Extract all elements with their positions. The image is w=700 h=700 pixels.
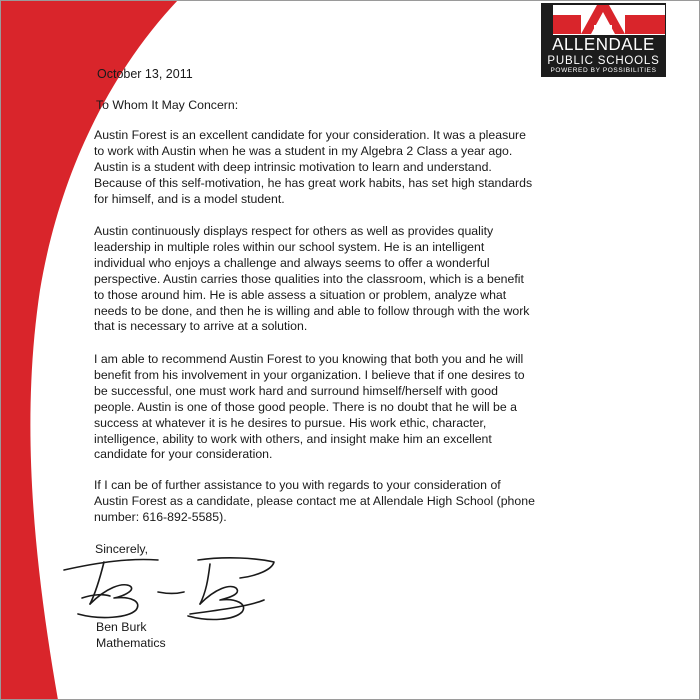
paragraph-line: leadership in multiple roles within our school system. He is an intelligent	[94, 239, 485, 254]
paragraph-line: to work with Austin when he was a student in my Algebra 2 Class a year ago.	[94, 143, 513, 158]
paragraph-line: to those around him. He is able assess a situation or problem, analyze what	[94, 287, 507, 302]
paragraph-line: for himself, and is a model student.	[94, 191, 285, 206]
paragraph-line: number: 616-892-5585).	[94, 509, 227, 524]
paragraph-line: success at whatever it is he desires to pursue. His work ethic, character,	[94, 415, 487, 430]
letter-closing: Sincerely,	[95, 542, 149, 556]
logo-name: ALLENDALE	[552, 34, 655, 55]
paragraph-line: be successful, one must work hard and surround himself/herself with good	[94, 383, 498, 398]
paragraph-line: Austin continuously displays respect for others as well as provides quality	[94, 224, 494, 238]
paragraph-2	[94, 224, 529, 335]
paragraph-line: perspective. Austin carries those qualities into the classroom, which is a benefit	[94, 271, 524, 286]
logo-tagline: POWERED BY POSSIBILITIES	[550, 67, 657, 74]
paragraph-line: people. Austin is one of those good people. There is no doubt that he will be a	[94, 399, 517, 414]
logo-subtitle: PUBLIC SCHOOLS	[547, 55, 660, 67]
signer-name: Ben Burk	[96, 620, 147, 634]
paragraph-line: If I can be of further assistance to you with regards to your consideration of	[94, 478, 501, 492]
signer-department: Mathematics	[96, 636, 166, 650]
paragraph-1	[94, 128, 532, 208]
paragraph-line: needs to be done, and then he is willing and able to follow through with the work	[94, 303, 530, 318]
paragraph-line: Austin Forest as a candidate, please contact me at Allendale High School (phone	[94, 493, 535, 508]
paragraph-line: that is necessary to arrive at a solution.	[94, 319, 308, 334]
paragraph-line: I am able to recommend Austin Forest to you knowing that both you and he will	[94, 352, 524, 366]
paragraph-line: Austin is a student with deep intrinsic motivation to learn and understand.	[94, 159, 492, 174]
letter-date: October 13, 2011	[97, 67, 193, 81]
paragraph-line: intelligence, ability to work with others, and insight make him an excellent	[94, 431, 492, 446]
paragraph-3	[94, 352, 525, 463]
paragraph-4	[94, 478, 535, 526]
school-logo	[541, 3, 666, 77]
paragraph-line: benefit from his involvement in your organization. I believe that if one desires to	[94, 367, 525, 382]
paragraph-line: Because of this self-motivation, he has great work habits, has set high standards	[94, 175, 533, 190]
handwritten-signature	[60, 548, 280, 628]
paragraph-line: Austin Forest is an excellent candidate for your consideration. It was a pleasure	[94, 128, 526, 142]
letter-salutation: To Whom It May Concern:	[96, 98, 239, 112]
paragraph-line: individual who enjoys a challenge and always seems to offer a wonderful	[94, 255, 490, 270]
paragraph-line: candidate for your consideration.	[94, 447, 273, 462]
